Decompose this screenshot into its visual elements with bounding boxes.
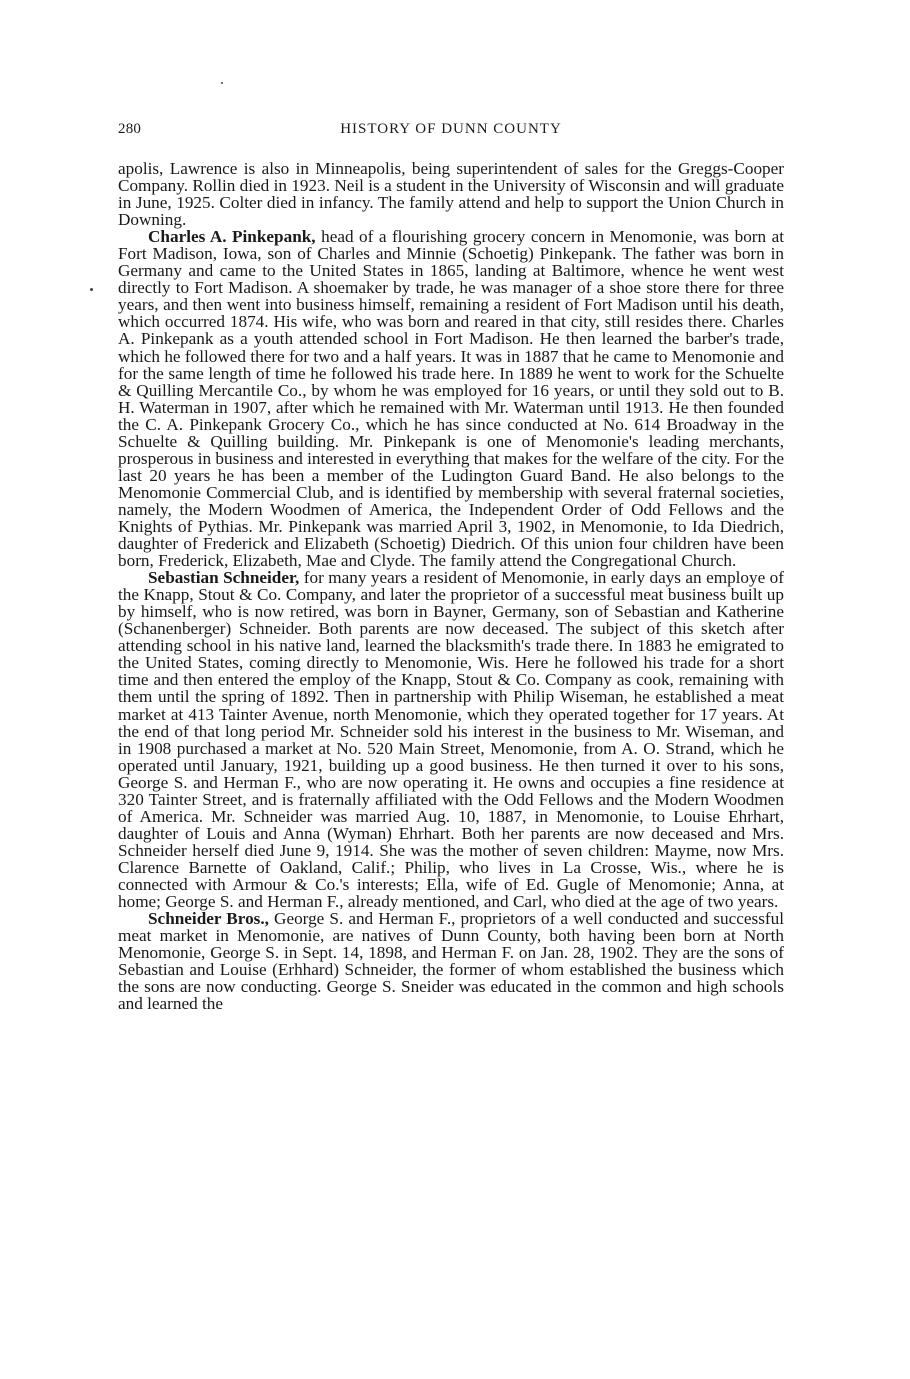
page-number: 280	[118, 121, 142, 137]
paragraph-lead-name: Sebastian Schneider,	[148, 568, 300, 588]
scan-speck	[221, 82, 223, 84]
paragraph-continuation	[118, 160, 784, 228]
paragraph-text: head of a flourishing grocery concern in Menomonie, was born at Fort Madison, Iowa, son of Charles and Minnie (Schoetig) Pinkepank. The father was born in Germany and came to the United States in 1865, landing at Baltimore, whence he went west directly to Fort Madison. A shoemaker by trade, he was manager of a shoe store there for three years, and then went into business himself, remaining a resident of Fort Madison until his death, which occurred 1874. His wife, who was born and reared in that city, still resides there. Charles A. Pinkepank as a youth attended school in Fort Madison. He then learned the barber's trade, which he followed there for two and a half years. It was in 1887 that he came to Menomonie and for the same length of time he followed his trade here. In 1889 he went to work for the Schuelte & Quilling Mercantile Co., by whom he was employed for 16 years, or until they sold out to B. H. Waterman in 1907, after which he remained with Mr. Waterman until 1913. He then founded the C. A. Pinkepank Grocery Co., which he has since conducted at No. 614 Broadway in the Schuelte & Quilling building. Mr. Pinkepank is one of Menomonie's leading merchants, prosperous in business and interested in everything that makes for the welfare of the city. For the last 20 years he has been a member of the Ludington Guard Band. He also belongs to the Menomonie Commercial Club, and is identified by membership with several fraternal societies, namely, the Modern Woodmen of America, the Independent Order of Odd Fellows and the Knights of Pythias. Mr. Pinkepank was married April 3, 1902, in Menomonie, to Ida Diedrich, daughter of Frederick and Elizabeth (Schoetig) Diedrich. Of this union four children have been born, Frederick, Elizabeth, Mae and Clyde. The family attend the Congregational Church.	[118, 227, 784, 571]
paragraph-lead-name: Schneider Bros.,	[148, 909, 269, 929]
paragraph-lead-name: Charles A. Pinkepank,	[148, 227, 316, 247]
scan-speck	[90, 288, 93, 291]
body-text	[118, 160, 784, 1012]
paragraph-schneider	[118, 569, 784, 910]
paragraph-text: George S. and Herman F., proprietors of a well conducted and successful meat market in Menomonie, are natives of Dunn County, both having been born at North Menomonie, George S. in Sept. 14, 1898, and Herman F. on Jan. 28, 1902. They are the sons of Sebastian and Louise (Erhhard) Schneider, the former of whom established the business which the sons are now conducting. George S. Sneider was educated in the common and high schools and learned the	[118, 909, 784, 1014]
paragraph-text: for many years a resident of Menomonie, in early days an employe of the Knapp, Stout & Co. Company, and later the proprietor of a successful meat business built up by himself, who is now retired, was born in Bayner, Germany, son of Sebastian and Katherine (Schanenberger) Schneider. Both parents are now deceased. The subject of this sketch after attending school in his native land, learned the blacksmith's trade there. In 1883 he emigrated to the United States, coming directly to Menomonie, Wis. Here he followed his trade for a short time and then entered the employ of the Knapp, Stout & Co. Company as cook, remaining with them until the spring of 1892. Then in partnership with Philip Wiseman, he established a meat market at 413 Tainter Avenue, north Menomonie, which they operated together for 17 years. At the end of that long period Mr. Schneider sold his interest in the business to Mr. Wiseman, and in 1908 purchased a market at No. 520 Main Street, Menomonie, from A. O. Strand, which he operated until January, 1921, building up a good business. He then turned it over to his sons, George S. and Herman F., who are now operating it. He owns and occupies a fine residence at 320 Tainter Street, and is fraternally affiliated with the Odd Fellows and the Modern Woodmen of America. Mr. Schneider was married Aug. 10, 1887, in Menomonie, to Louise Ehrhart, daughter of Louis and Anna (Wyman) Ehrhart. Both her parents are now deceased and Mrs. Schneider herself died June 9, 1914. She was the mother of seven children: Mayme, now Mrs. Clarence Barnette of Oakland, Calif.; Philip, who lives in La Crosse, Wis., where he is connected with Armour & Co.'s interests; Ella, wife of Ed. Gugle of Menomonie; Anna, at home; George S. and Herman F., already mentioned, and Carl, who died at the age of two years.	[118, 568, 784, 912]
page-header	[118, 121, 784, 145]
paragraph-schneider-bros	[118, 910, 784, 1012]
running-title: HISTORY OF DUNN COUNTY	[340, 121, 562, 137]
paragraph-text: apolis, Lawrence is also in Minneapolis, being superintendent of sales for the Greggs-Cooper Company. Rollin died in 1923. Neil is a student in the University of Wisconsin and will graduate in June, 1925. Colter died in infancy. The family attend and help to support the Union Church in Downing.	[118, 159, 784, 230]
paragraph-pinkepank	[118, 228, 784, 569]
